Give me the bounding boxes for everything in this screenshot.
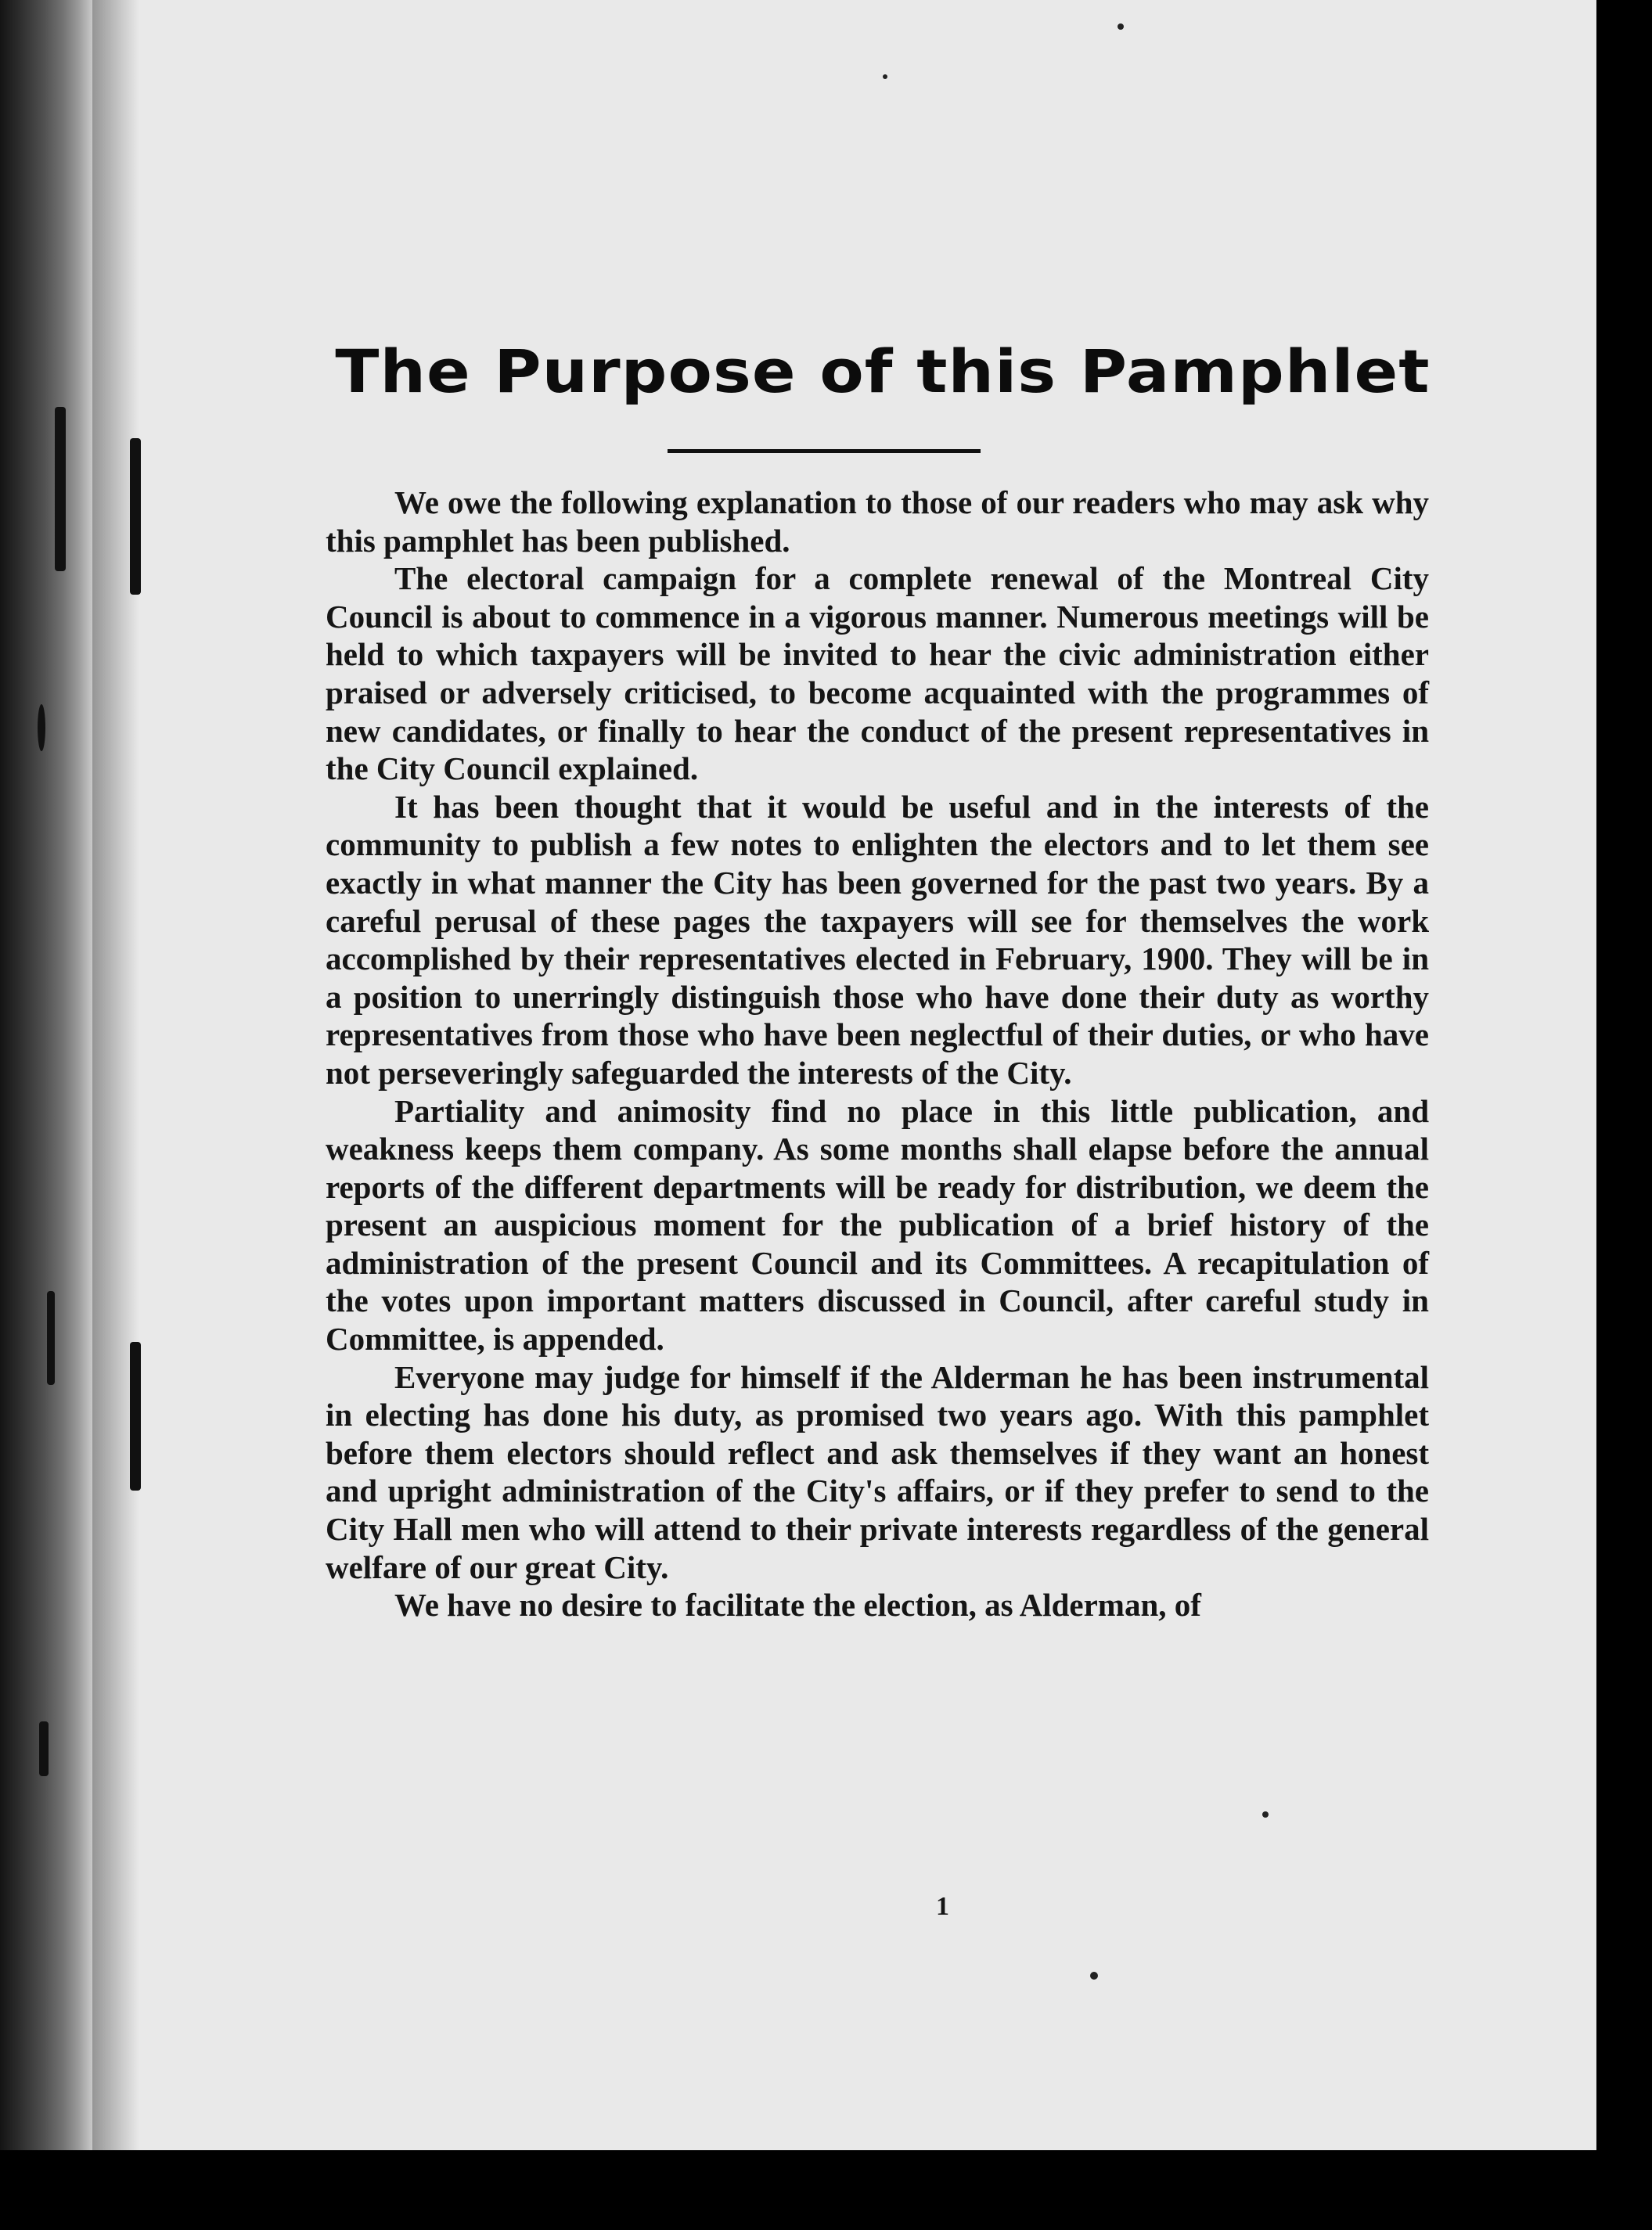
paragraph: We have no desire to facilitate the election, as Alderman, of (394, 1587, 1201, 1624)
page-number: 1 (936, 1892, 949, 1921)
book-spine (0, 0, 92, 2230)
speck (1118, 23, 1124, 30)
paragraph: We owe the following explanation to those of our readers who may ask why this pamphlet has been published. (326, 484, 1429, 559)
margin-bar-top (130, 438, 141, 595)
binding-mark (38, 704, 45, 751)
binding-mark (55, 407, 66, 571)
binding-mark (47, 1291, 55, 1385)
document-page (92, 0, 1596, 2150)
paragraph: Partiality and animosity find no place in this little publication, and weakness keeps them company. As some months shall elapse before the annual reports of the different departments will be ready for distribution, we deem the present an auspicious moment for the publication of a brief history of the administration of the present Council and its Committees. A recapitulation of the votes upon important matters discussed in Council, after careful study in Committee, is appended. (326, 1092, 1429, 1358)
speck (883, 74, 887, 79)
bottom-border (0, 2150, 1652, 2230)
paragraph: It has been thought that it would be useful and in the interests of the community to publish a few notes to enlighten the electors and to let them see exactly in what manner the City has been governed for the past two years. By a careful perusal of these pages the taxpayers will see for themselves the work accomplished by their representatives elected in February, 1900. They will be in a position to unerringly distinguish those who have done their duty as worthy representatives from those who have been neglectful of their duties, or who have not perseveringly safeguarded the interests of the City. (326, 788, 1429, 1091)
gutter-shadow (92, 0, 139, 2150)
title-rule (668, 449, 981, 453)
paragraph: Everyone may judge for himself if the Alderman he has been instrumental in electing has done his duty, as promised two years ago. With this pamphlet before them electors should reflect and ask themselves if they want an honest and upright administration of the City's affairs, or if they prefer to send to the City Hall men who will attend to their private interests regardless of the general welfare of our great City. (326, 1358, 1429, 1585)
speck (1090, 1972, 1098, 1980)
binding-mark (39, 1721, 49, 1776)
speck (1262, 1811, 1269, 1818)
page-title: The Purpose of this Pamphlet (335, 336, 1431, 406)
paragraph: The electoral campaign for a complete renewal of the Montreal City Council is about to commence in a vigorous manner. Numerous meetings will be held to which taxpayers will be invited to hear the civic administration either praised or adversely criticised, to become acquainted with the programmes of new candidates, or finally to hear the conduct of the present representatives in the City Council explained. (326, 560, 1429, 787)
margin-bar-bottom (130, 1342, 141, 1491)
body-text (326, 484, 1429, 1624)
